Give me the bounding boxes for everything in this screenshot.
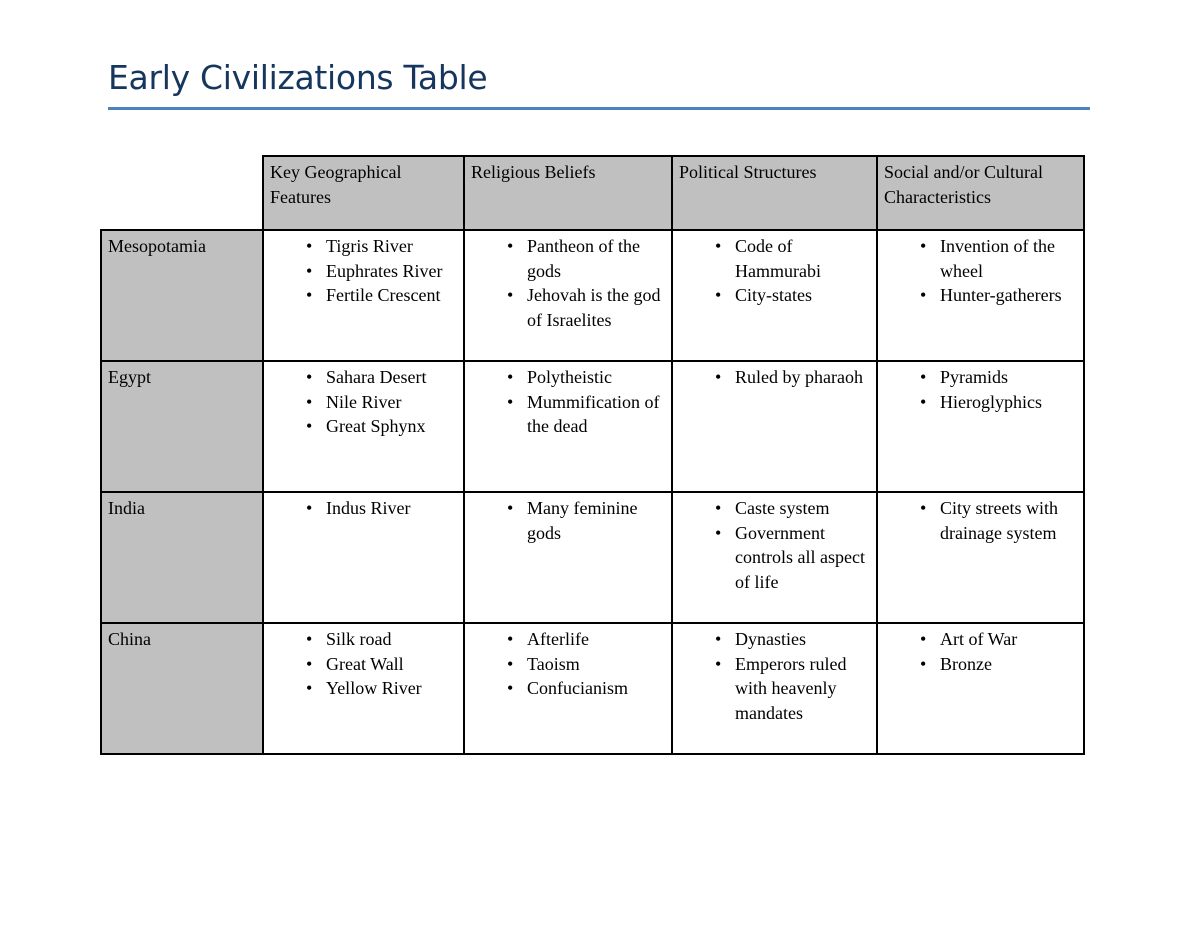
list-item: • Euphrates River [270,259,457,284]
table-row [101,230,1084,361]
list-item: • Many feminine gods [471,496,665,545]
list-item: • Fertile Crescent [270,283,457,308]
row-header: China [101,623,263,754]
list-item: • Yellow River [270,676,457,701]
bullet-list [270,234,457,308]
table-cell [672,361,877,492]
bullet-list [471,627,665,701]
list-item: • Emperors ruled with heavenly mandates [679,652,870,726]
bullet-list [884,496,1077,545]
list-item: • Polytheistic [471,365,665,390]
table-cell [672,230,877,361]
table-row [101,623,1084,754]
title-underline [108,107,1090,110]
list-item: • Taoism [471,652,665,677]
table-cell [464,361,672,492]
list-item: • City streets with drainage system [884,496,1077,545]
list-item: • Government controls all aspect of life [679,521,870,595]
list-item: • Pyramids [884,365,1077,390]
list-item: • Art of War [884,627,1077,652]
list-item: • Afterlife [471,627,665,652]
bullet-list [270,627,457,701]
page-title: Early Civilizations Table [108,58,488,97]
table-cell [263,230,464,361]
bullet-list [679,234,870,308]
row-header: Egypt [101,361,263,492]
table-cell [263,361,464,492]
bullet-list [270,365,457,439]
table-cell [877,623,1084,754]
list-item: • City-states [679,283,870,308]
bullet-list [270,496,457,521]
row-header: India [101,492,263,623]
table-cell [263,623,464,754]
table-cell [877,492,1084,623]
list-item: • Caste system [679,496,870,521]
list-item: • Dynasties [679,627,870,652]
table-cell [877,361,1084,492]
header-row [101,156,1084,230]
column-header: Key Geographical Features [263,156,464,230]
bullet-list [884,627,1077,676]
table-cell [464,623,672,754]
list-item: • Confucianism [471,676,665,701]
list-item: • Hieroglyphics [884,390,1077,415]
list-item: • Code of Hammurabi [679,234,870,283]
column-header: Political Structures [672,156,877,230]
list-item: • Invention of the wheel [884,234,1077,283]
bullet-list [884,234,1077,308]
bullet-list [471,496,665,545]
table-cell [464,230,672,361]
bullet-list [679,365,870,390]
list-item: • Tigris River [270,234,457,259]
bullet-list [471,234,665,332]
list-item: • Silk road [270,627,457,652]
list-item: • Great Sphynx [270,414,457,439]
table-row [101,361,1084,492]
table-row [101,492,1084,623]
table-cell [464,492,672,623]
corner-cell [101,156,263,230]
row-header: Mesopotamia [101,230,263,361]
list-item: • Great Wall [270,652,457,677]
list-item: • Nile River [270,390,457,415]
table-cell [672,623,877,754]
column-header: Social and/or Cultural Characteristics [877,156,1084,230]
list-item: • Bronze [884,652,1077,677]
bullet-list [679,627,870,725]
civilizations-table [100,155,1085,755]
bullet-list [884,365,1077,414]
table-cell [263,492,464,623]
table-cell [672,492,877,623]
list-item: • Ruled by pharaoh [679,365,870,390]
list-item: • Indus River [270,496,457,521]
list-item: • Mummification of the dead [471,390,665,439]
list-item: • Pantheon of the gods [471,234,665,283]
bullet-list [679,496,870,594]
list-item: • Jehovah is the god of Israelites [471,283,665,332]
list-item: • Sahara Desert [270,365,457,390]
list-item: • Hunter-gatherers [884,283,1077,308]
column-header: Religious Beliefs [464,156,672,230]
table-cell [877,230,1084,361]
bullet-list [471,365,665,439]
